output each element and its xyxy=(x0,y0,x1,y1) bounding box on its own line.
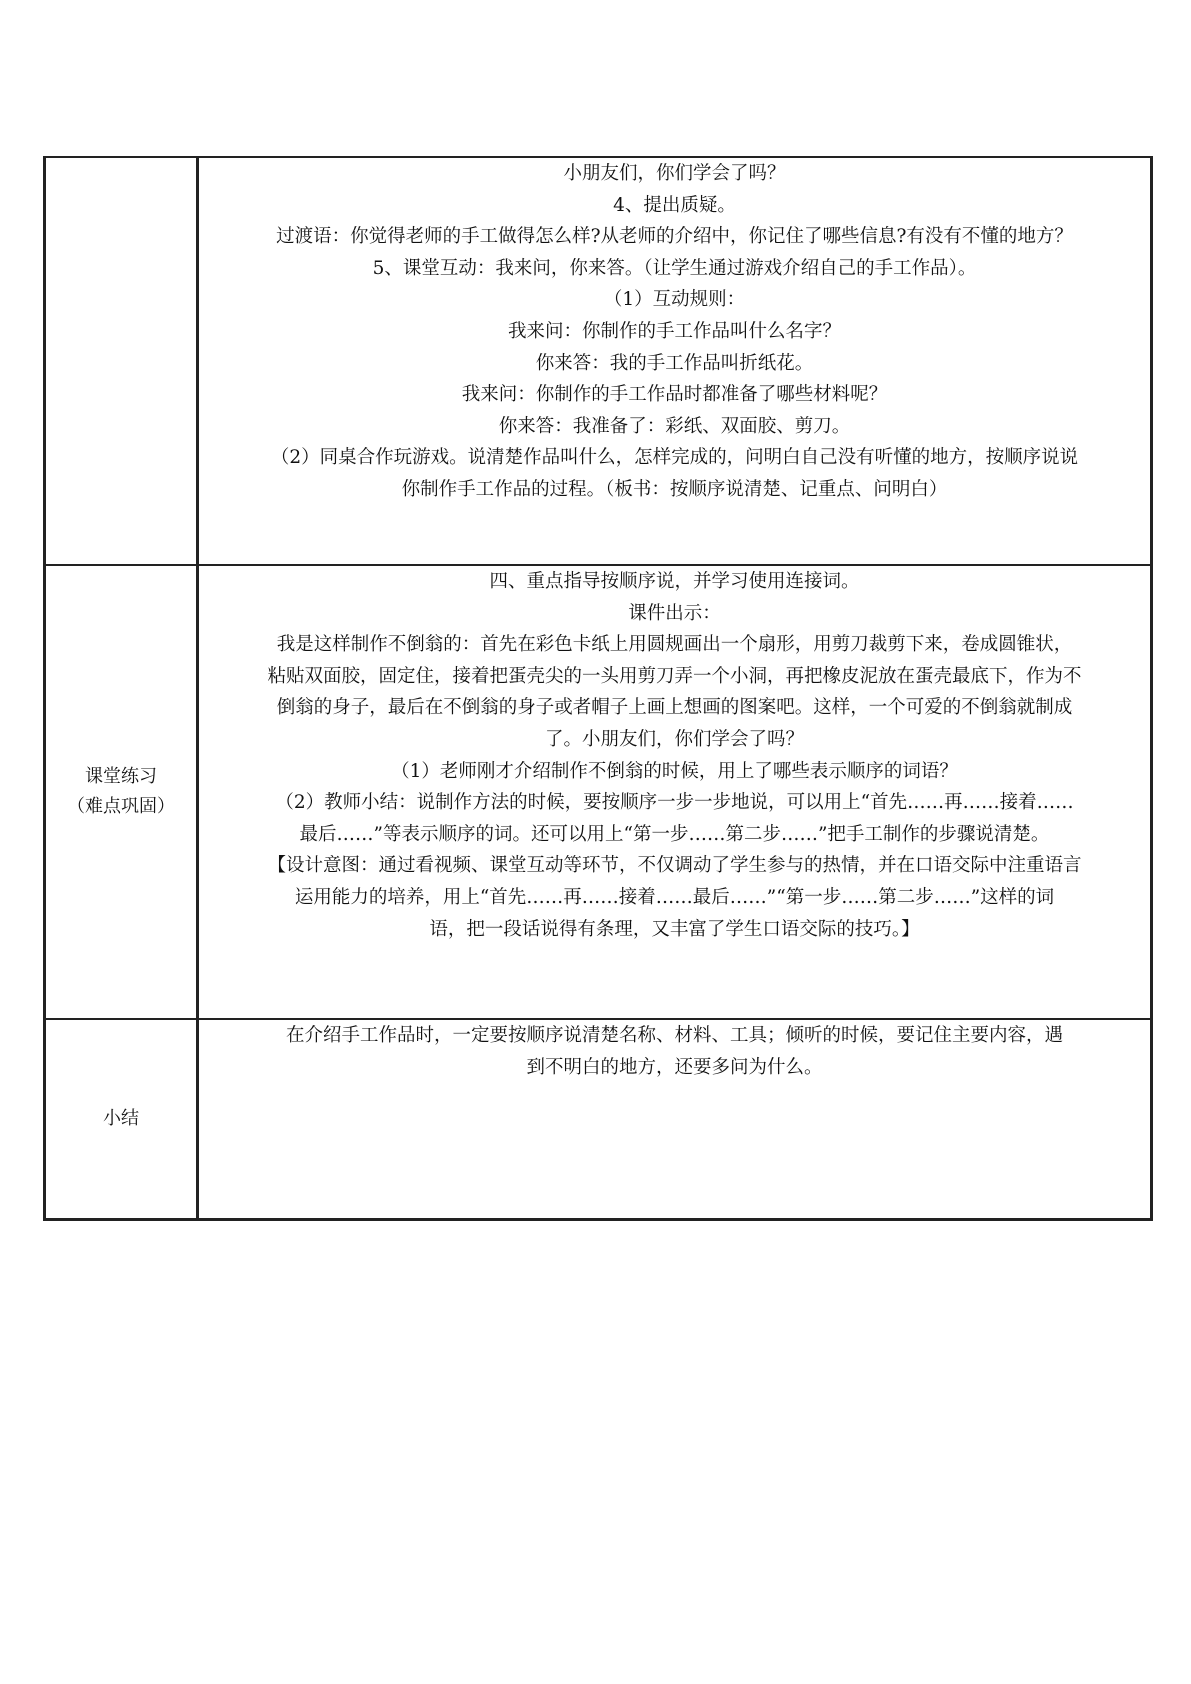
content-line: 运用能力的培养，用上“首先……再……接着……最后……”“第一步……第二步……”这样的词 xyxy=(294,886,1055,908)
content-line: 语，把一段话说得有条理，又丰富了学生口语交际的技巧。】 xyxy=(429,918,920,940)
content-line: 了。小朋友们，你们学会了吗？ xyxy=(544,728,804,750)
table-row xyxy=(45,565,1152,1019)
content-line: 4、提出质疑。 xyxy=(613,194,736,216)
content-line: 在介绍手工作品时，一定要按顺序说清楚名称、材料、工具；倾听的时候，要记住主要内容，遇 xyxy=(285,1025,1063,1046)
content-line: 【设计意图：通过看视频、课堂互动等环节，不仅调动了学生参与的热情，并在口语交际中注重语言 xyxy=(267,855,1082,877)
row-content-cell xyxy=(198,565,1152,1019)
content-line: 粘贴双面胶，固定住，接着把蛋壳尖的一头用剪刀弄一个小洞，再把橡皮泥放在蛋壳最底下，作为不 xyxy=(267,665,1082,687)
content-line: 到不明白的地方，还要多问为什么。 xyxy=(526,1056,823,1078)
content-line: （1）互动规则： xyxy=(603,289,746,311)
content-line: 倒翁的身子，最后在不倒翁的身子或者帽子上画上想画的图案吧。这样，一个可爱的不倒翁就制成 xyxy=(276,697,1073,719)
row-label-cell xyxy=(45,1019,198,1220)
row-label-sub: （难点巩固） xyxy=(67,796,175,817)
lesson-plan-table xyxy=(43,156,1153,1221)
content-line: 四、重点指导按顺序说，并学习使用连接词。 xyxy=(489,571,860,592)
content-line: （2）同桌合作玩游戏。说清楚作品叫什么，怎样完成的，问明白自己没有听懂的地方，按顺序说说 xyxy=(270,447,1079,469)
content-line: 小朋友们，你们学会了吗？ xyxy=(563,163,786,184)
content-line: 我来问：你制作的手工作品时都准备了哪些材料呢？ xyxy=(461,384,888,406)
row-label: 小结 xyxy=(103,1108,139,1129)
table-row xyxy=(45,1019,1152,1220)
row-label-cell xyxy=(45,565,198,1019)
row-label-cell xyxy=(45,157,198,565)
content-line: （1）老师刚才介绍制作不倒翁的时候，用上了哪些表示顺序的词语？ xyxy=(391,760,958,782)
row-label: 课堂练习 xyxy=(85,766,157,787)
row-content-cell xyxy=(198,1019,1152,1220)
content-line: 课件出示： xyxy=(628,602,721,624)
content-line: 你来答：我准备了：彩纸、双面胶、剪刀。 xyxy=(498,415,851,437)
content-line: 你来答：我的手工作品叫折纸花。 xyxy=(535,352,814,374)
content-line: 5、课堂互动：我来问，你来答。（让学生通过游戏介绍自己的手工作品）。 xyxy=(372,257,977,279)
content-line: 我来问：你制作的手工作品叫什么名字？ xyxy=(507,320,841,342)
content-line: （2）教师小结：说制作方法的时候，要按顺序一步一步地说，可以用上“首先……再……接着…… xyxy=(275,792,1074,814)
content-line: 你制作手工作品的过程。（板书：按顺序说清楚、记重点、问明白） xyxy=(401,478,948,500)
content-line: 我是这样制作不倒翁的：首先在彩色卡纸上用圆规画出一个扇形，用剪刀裁剪下来，卷成圆锥状， xyxy=(276,634,1073,656)
content-line: 最后……”等表示顺序的词。还可以用上“第一步……第二步……”把手工制作的步骤说清楚。 xyxy=(299,823,1050,845)
row-content-cell xyxy=(198,157,1152,565)
table-row xyxy=(45,157,1152,565)
content-line: 过渡语：你觉得老师的手工做得怎么样?从老师的介绍中，你记住了哪些信息?有没有不懂的地方？ xyxy=(276,226,1073,248)
